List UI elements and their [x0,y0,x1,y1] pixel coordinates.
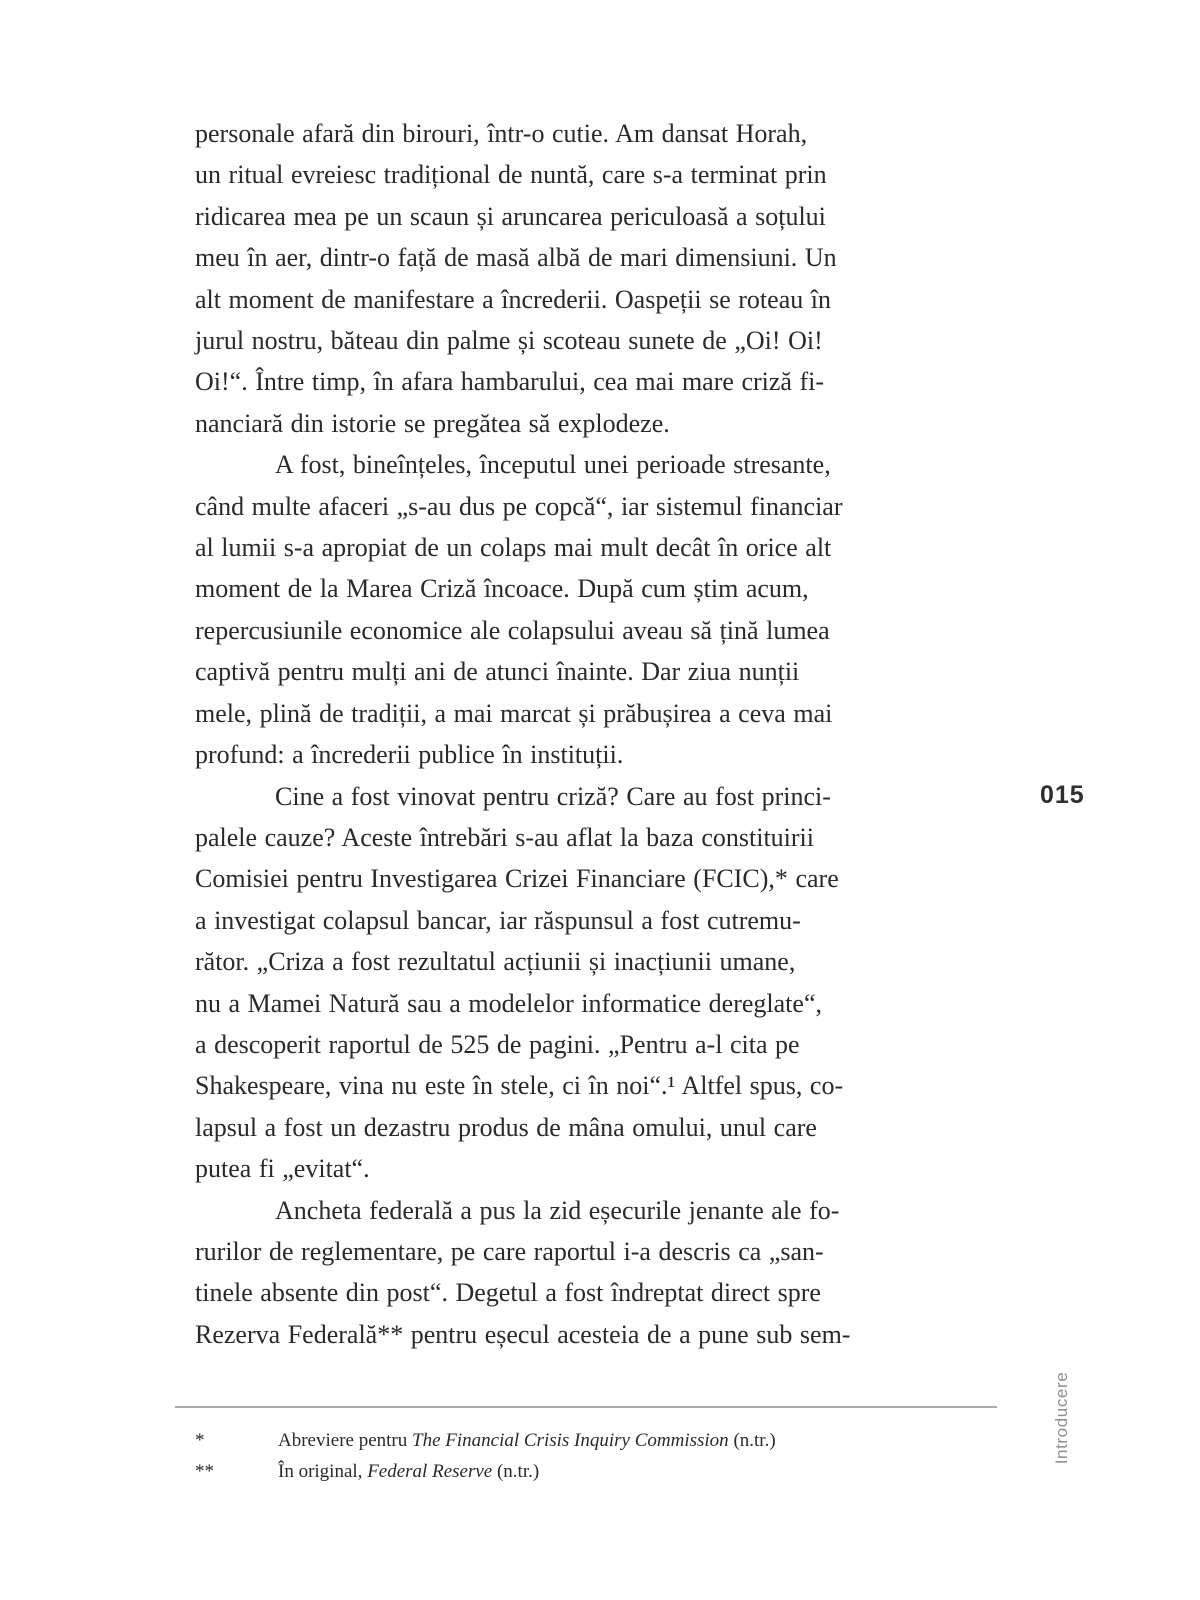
footnote-text-prefix: Abreviere pentru [278,1430,412,1451]
text-line: al lumii s-a apropiat de un colaps mai mult decât în orice alt [195,533,832,563]
footnote-text-italic: Federal Reserve [367,1460,493,1482]
text-line: ridicarea mea pe un scaun și aruncarea periculoasă a soțului [195,201,826,231]
text-line: palele cauze? Aceste întrebări s-au aflat la baza constituirii [195,822,815,852]
text-line: jurul nostru, băteau din palme și scoteau sunete de „Oi! Oi! [195,326,823,356]
text-line: un ritual evreiesc tradițional de nuntă, care s-a terminat prin [195,160,827,190]
text-line: mele, plină de tradiții, a mai marcat și prăbușirea a ceva mai [195,698,833,728]
text-line: alt moment de manifestare a încrederii. Oaspeții se roteau în [195,284,832,314]
text-line: moment de la Marea Criză încoace. După cum știm acum, [195,574,809,604]
text-line: rător. „Criza a fost rezultatul acțiunii și inacțiunii umane, [195,947,796,977]
footnote-item [195,1457,995,1488]
text-line: repercusiunile economice ale colapsului aveau să țină lumea [195,615,830,645]
footnote-item [195,1426,995,1457]
footnote-text [278,1430,776,1451]
footnote-text-suffix: (n.tr.) [492,1460,540,1482]
text-line: putea fi „evitat“. [195,1154,370,1184]
text-line: lapsul a fost un dezastru produs de mâna omului, unul care [195,1112,817,1142]
text-line: tinele absente din post“. Degetul a fost îndreptat direct spre [195,1278,821,1308]
footnote-divider [175,1406,997,1408]
chapter-sidebar-label: Introducere [1052,1371,1071,1465]
text-line: nanciară din istorie se pregătea să explodeze. [195,408,670,438]
footnote-text-prefix: În original, [278,1460,368,1482]
text-line: meu în aer, dintr-o față de masă albă de mari dimensiuni. Un [195,243,837,273]
footnote-text-italic: The Financial Crisis Inquiry Commission [412,1430,729,1451]
text-line: personale afară din birouri, într-o cutie. Am dansat Horah, [195,119,808,148]
footnote-text [278,1461,539,1482]
text-line: A fost, bineînțeles, începutul unei perioade stresante, [275,450,831,480]
text-line: Oi!“. Între timp, în afara hambarului, cea mai mare criză fi- [195,367,825,397]
body-text [195,113,970,1355]
paragraph [195,776,970,1190]
text-line: când multe afaceri „s-au dus pe copcă“, iar sistemul financiar [195,491,843,521]
paragraph [195,1190,970,1356]
text-line: Comisiei pentru Investigarea Crizei Financiare (FCIC),* care [195,864,839,894]
footnote-marker: * [195,1430,205,1451]
text-line: Shakespeare, vina nu este în stele, ci în noi“.¹ Altfel spus, co- [195,1071,844,1101]
footnotes [195,1426,995,1487]
page-number: 015 [1040,781,1085,809]
footnote-text-suffix: (n.tr.) [728,1430,776,1451]
text-line: Rezerva Federală** pentru eșecul acesteia de a pune sub sem- [195,1319,851,1349]
text-line: profund: a încrederii publice în instituții. [195,740,624,770]
text-line: rurilor de reglementare, pe care raportul i-a descris ca „san- [195,1236,824,1266]
paragraph [195,444,970,775]
text-line: Ancheta federală a pus la zid eșecurile jenante ale fo- [275,1195,840,1225]
text-line: captivă pentru mulți ani de atunci înainte. Dar ziua nunții [195,657,800,687]
footnote-marker: ** [195,1460,214,1482]
text-line: Cine a fost vinovat pentru criză? Care au fost princi- [275,781,831,811]
text-line: nu a Mamei Natură sau a modelelor informatice dereglate“, [195,988,822,1018]
text-line: a investigat colapsul bancar, iar răspunsul a fost cutremu- [195,905,801,935]
paragraph [195,113,970,444]
text-line: a descoperit raportul de 525 de pagini. „Pentru a-l cita pe [195,1029,800,1059]
